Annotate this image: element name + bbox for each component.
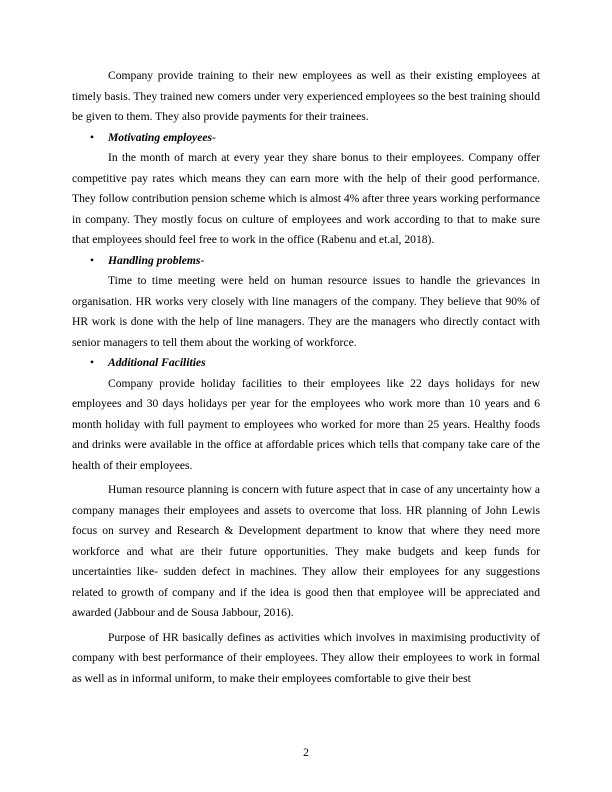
- paragraph-planning: Human resource planning is concern with future aspect that in case of any uncertainty how a company manages their employees and assets to overcome that loss. HR planning of John Lewis focus on survey and Research & Development department to know that where they need more workforce and what are their future opportunities. They make budgets and keep funds for uncertainties like- sudden defect in machines. They allow their employees for any suggestions related to growth of company and if the idea is good then that employee will be appreciated and awarded (Jabbour and de Sousa Jabbour, 2016).: [72, 483, 540, 619]
- paragraph-motivating: In the month of march at every year they share bonus to their employees. Company offer competitive pay rates which means they can earn more with the help of their good performance. They follow contribution pension scheme which is almost 4% after three years working performance in company. They mostly focus on culture of employees and work according to that to make sure that employees should feel free to work in the office (Rabenu and et.al, 2018).: [72, 151, 540, 246]
- page-number: 2: [303, 746, 309, 759]
- paragraph-training: Company provide training to their new employees as well as their existing employees at timely basis. They trained new comers under very experienced employees so the best training should be given to them. They also provide payments for their trainees.: [72, 69, 540, 123]
- bullet-icon: •: [90, 356, 95, 369]
- heading-additional-facilities: [72, 353, 540, 374]
- paragraph-handling: Time to time meeting were held on human resource issues to handle the grievances in organisation. HR works very closely with line managers of the company. They believe that 90% of HR work is done with the help of line managers. They are the managers who directly contact with senior managers to tell them about the working of workforce.: [72, 274, 540, 349]
- paragraph-purpose: Purpose of HR basically defines as activities which involves in maximising productivity of company with best performance of their employees. They allow their employees to work in formal as well as in informal uniform, to make their employees comfortable to give their best: [72, 630, 540, 685]
- heading-motivating-employees: [72, 128, 540, 149]
- document-body: [72, 66, 540, 689]
- heading-handling-suffix: -: [200, 253, 205, 267]
- paragraph-facilities: Company provide holiday facilities to their employees like 22 days holidays for new employees and 30 days holidays per year for the employees who work more than 10 years and 6 month holiday with full payment to employees who worked for more than 25 years. Healthy foods and drinks were available in the office at affordable prices which tells that company take care of the health of their employees.: [72, 376, 540, 472]
- heading-motivating-suffix: -: [212, 130, 216, 144]
- heading-handling-problems: [72, 251, 540, 272]
- heading-facilities-label: Additional Facilities: [108, 356, 206, 369]
- bullet-icon: •: [90, 130, 95, 144]
- bullet-icon: •: [90, 253, 95, 267]
- heading-motivating-label: Motivating employees: [108, 130, 213, 144]
- heading-handling-label: Handling problems: [108, 253, 201, 267]
